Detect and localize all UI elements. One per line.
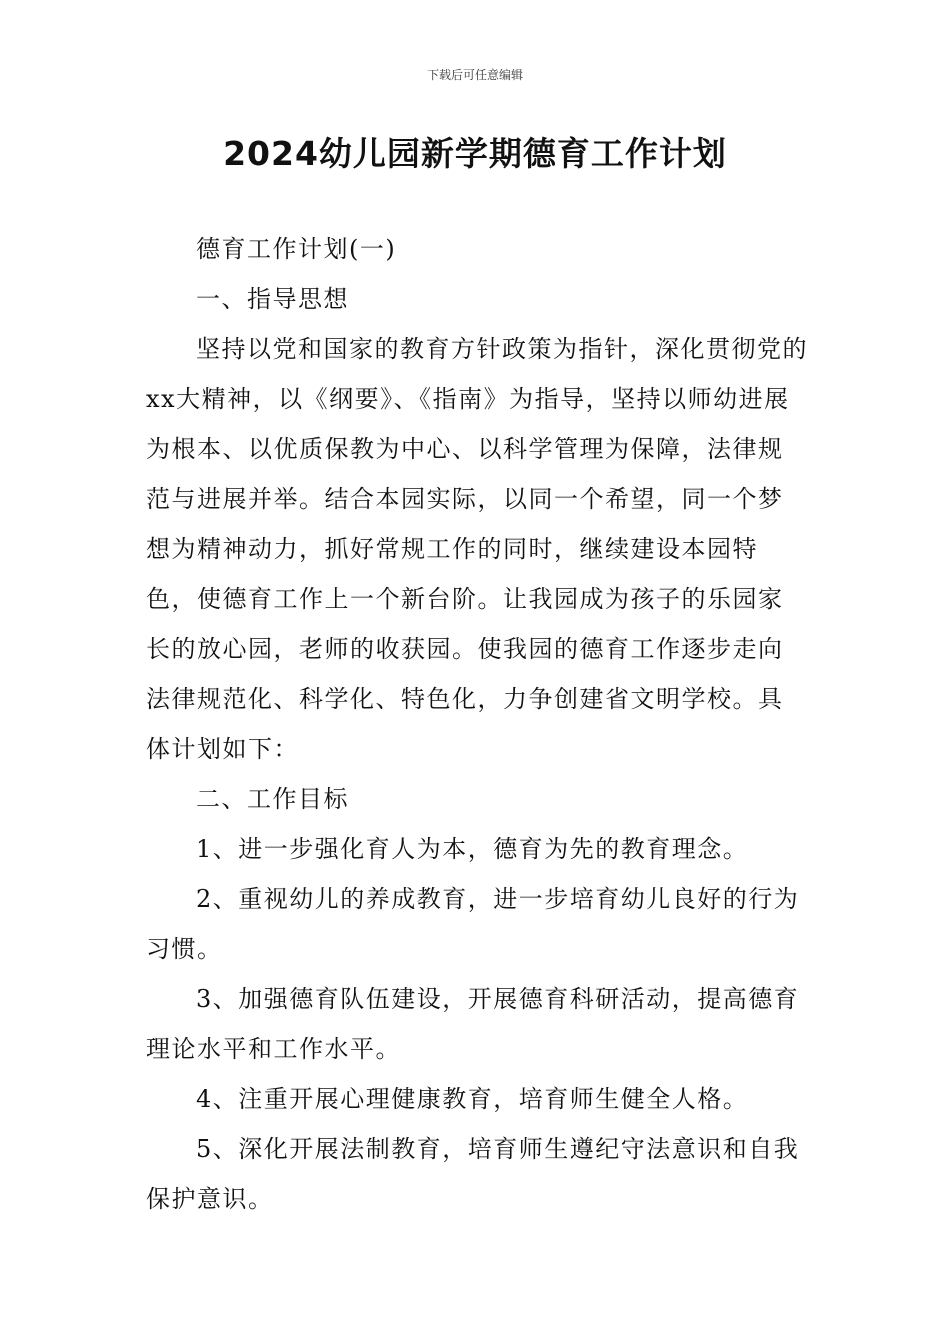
paragraph-guiding-ideology: 坚持以党和国家的教育方针政策为指针，深化贯彻党的xx大精神，以《纲要》、《指南》为指导，坚持以师幼进展为根本、以优质保教为中心、以科学管理为保障，法律规范与进展并举。结合本园实际，以同一个希望，同一个梦想为精神动力，抓好常规工作的同时，继续建设本园特色，使德育工作上一个新台阶。让我园成为孩子的乐园家长的放心园，老师的收获园。使我园的德育工作逐步走向法律规范化、科学化、特色化，力争创建省文明学校。具体计划如下： <box>146 335 808 763</box>
goal-item-5: 5、深化开展法制教育，培育师生遵纪守法意识和自我保护意识。 <box>146 1135 800 1213</box>
document-body <box>146 224 808 1224</box>
goal-item-2: 2、重视幼儿的养成教育，进一步培育幼儿良好的行为习惯。 <box>146 885 800 963</box>
document-title: 2024幼儿园新学期德育工作计划 <box>223 134 727 173</box>
page-header-note: 下载后可任意编辑 <box>426 68 523 82</box>
goal-item-1: 1、进一步强化育人为本，德育为先的教育理念。 <box>196 835 749 863</box>
section-heading-guiding-ideology: 一、指导思想 <box>196 285 349 313</box>
goal-item-3: 3、加强德育队伍建设，开展德育科研活动，提高德育理论水平和工作水平。 <box>146 985 800 1063</box>
section-heading-work-goals: 二、工作目标 <box>196 785 349 813</box>
goal-item-4: 4、注重开展心理健康教育，培育师生健全人格。 <box>196 1085 749 1113</box>
section-subtitle: 德育工作计划(一) <box>196 235 397 263</box>
